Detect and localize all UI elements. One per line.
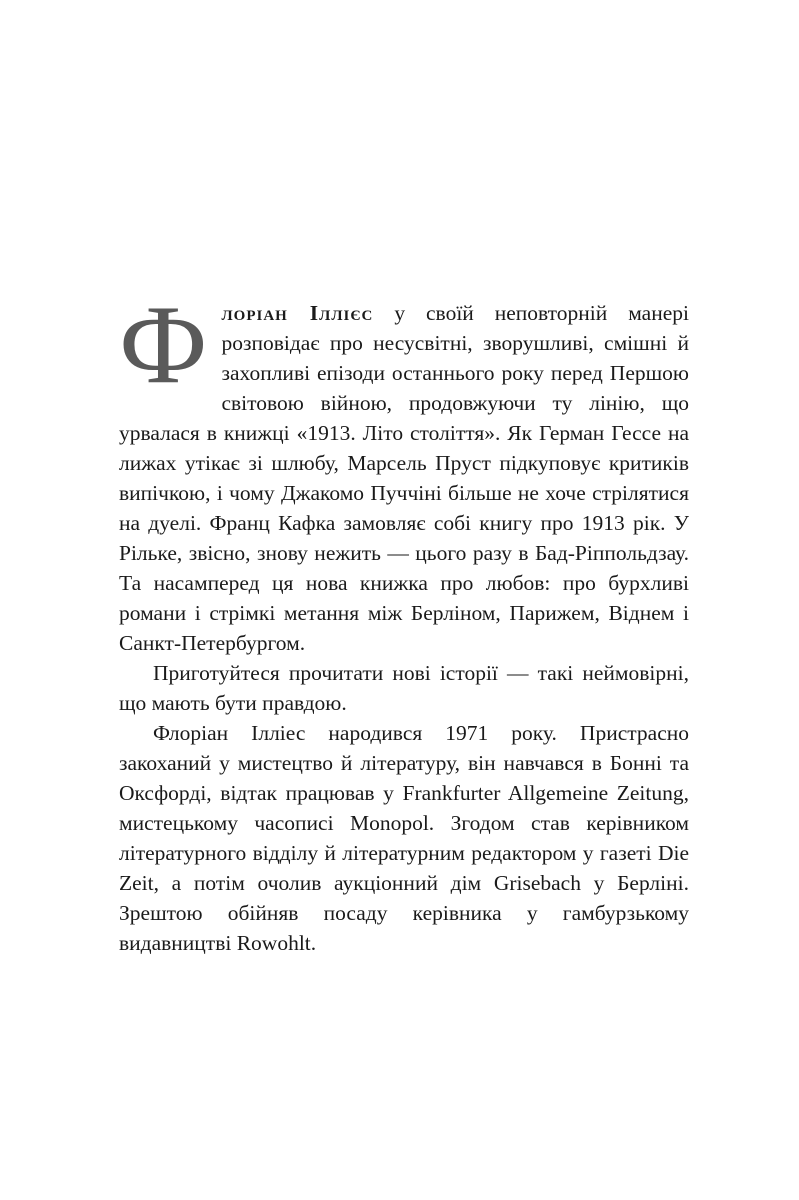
drop-cap-letter: Ф <box>119 283 208 407</box>
book-blurb <box>119 283 689 958</box>
intro-paragraph-text: у своїй неповторній манері розповідає про несусвітні, зворушливі, смішні й захопливі епізоди останнього року перед Першою світовою війною, продовжуючи ту лінію, що урвалася в книжці «1913. Літо століття». Як Герман Гессе на лижах утікає зі шлюбу, Марсель Пруст підкуповує критиків випічкою, і чому Джакомо Пуччіні більше не хоче стрілятися на дуелі. Франц Кафка замовляє собі книгу про 1913 рік. У Рільке, звісно, знову нежить — цього разу в Бад-Ріппольдзау. Та насамперед ця нова книжка про любов: про бурхливі романи і стрімкі метання між Берліном, Парижем, Віднем і Санкт-Петербургом. <box>119 301 689 655</box>
author-bio-paragraph: Флоріан Ілліес народився 1971 року. Пристрасно закоханий у мистецтво й літературу, він навчався в Бонні та Оксфорді, відтак працював у Frankfurter Allgemeine Zeitung, мистецькому часописі Monopol. Згодом став керівником літературного відділу й літературним редактором у газеті Die Zeit, а потім очолив аукціонний дім Grisebach у Берліні. Зрештою обійняв посаду керівника у гамбурзькому видавництві Rowohlt. <box>119 721 689 955</box>
teaser-paragraph: Приготуйтеся прочитати нові історії — такі неймовірні, що мають бути правдою. <box>119 661 689 715</box>
intro-paragraph <box>119 283 689 658</box>
author-name-small-caps: лоріан Іллієс <box>221 301 374 325</box>
